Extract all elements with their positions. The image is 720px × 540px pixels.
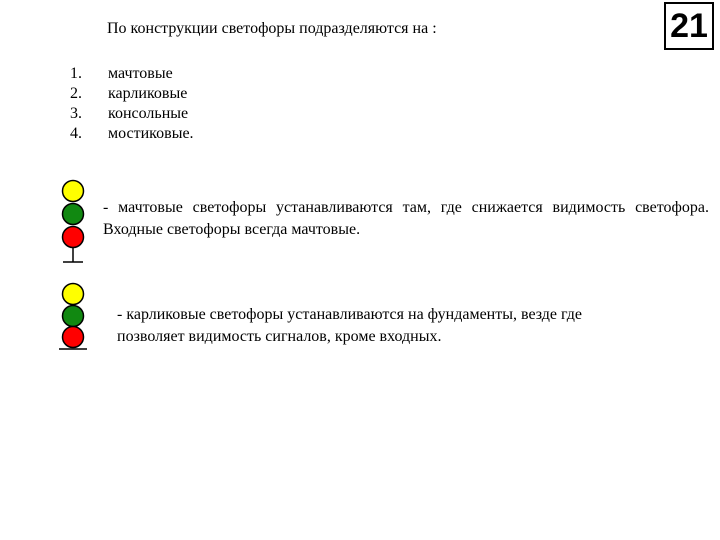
dwarf-traffic-light-icon [56,281,92,353]
list-item-number: 4. [70,125,82,142]
yellow-lamp-icon [63,181,84,202]
page-number: 21 [670,6,708,45]
mast-signal-description: - мачтовые светофоры устанавливаются там, где снижается видимость светофора. Входные светофоры всегда мачтовые. [103,199,709,238]
list-item [70,84,194,104]
list-item-number: 2. [70,85,82,102]
page-number-box [664,2,714,50]
page-heading: По конструкции светофоры подразделяются на : [107,20,437,37]
list-item-number: 3. [70,105,82,122]
green-lamp-icon [63,204,84,225]
yellow-lamp-icon [63,284,84,305]
list-item-label: карликовые [108,85,188,102]
list-item-label: мачтовые [108,65,173,82]
red-lamp-icon [63,227,84,248]
list-item [70,64,194,84]
red-lamp-icon [63,327,84,348]
list-item [70,104,194,124]
dwarf-signal-description: - карликовые светофоры устанавливаются на фундаменты, везде где позволяет видимость сигналов, кроме входных. [117,306,583,345]
signal-type-list [70,64,194,144]
list-item-number: 1. [70,65,82,82]
mast-traffic-light-icon [56,174,92,270]
list-item-label: мостиковые. [108,125,194,142]
green-lamp-icon [63,306,84,327]
list-item-label: консольные [108,105,189,122]
list-item [70,124,194,144]
